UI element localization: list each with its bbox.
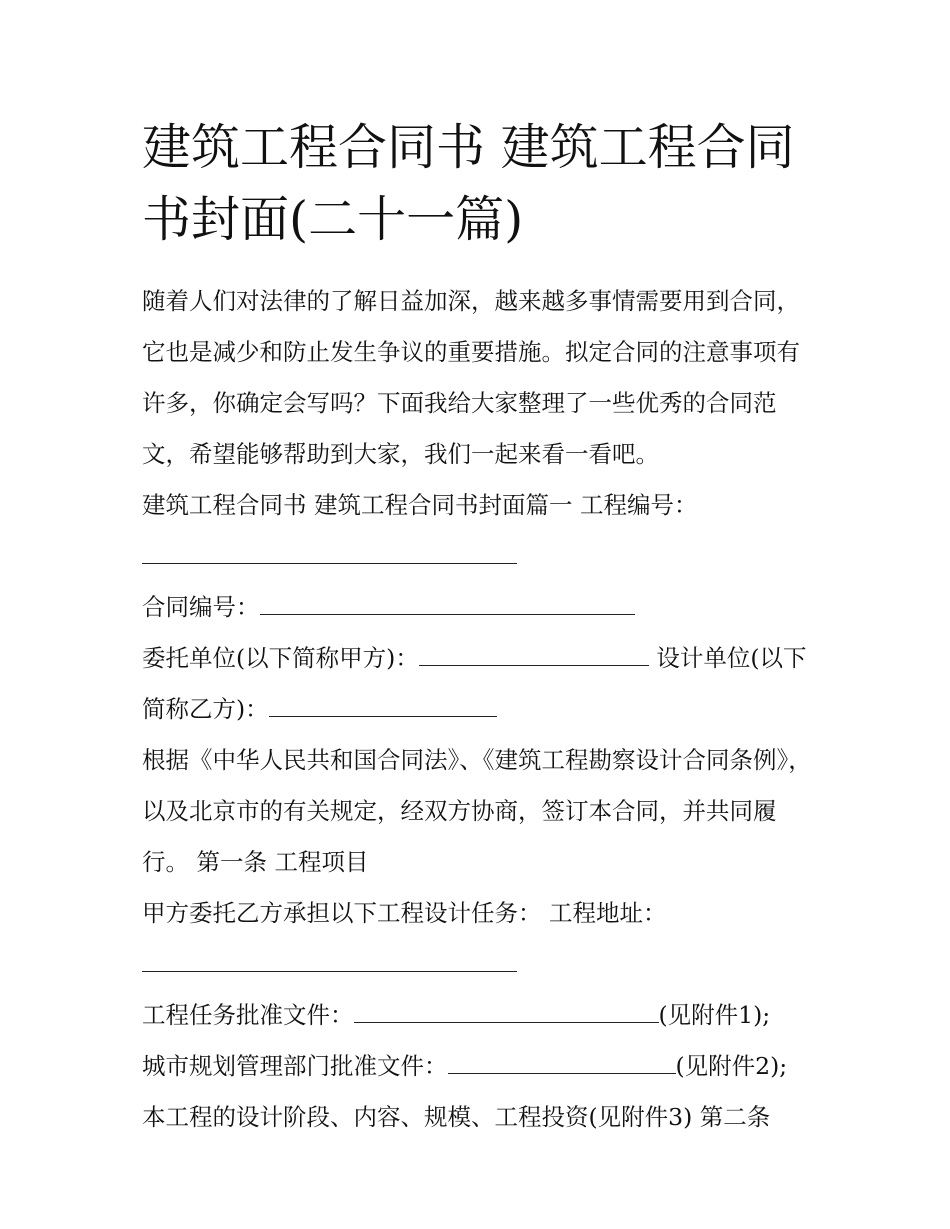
basis-paragraph: 根据《中华人民共和国合同法》、《建筑工程勘察设计合同条例》，以及北京市的有关规定，经双方协商，签订本合同，并共同履行。 第一条 工程项目 bbox=[142, 746, 812, 876]
design-stage-paragraph: 本工程的设计阶段、内容、规模、工程投资(见附件3) 第二条 bbox=[142, 1103, 771, 1131]
contract-no-blank bbox=[260, 584, 635, 615]
contract-no-label: 合同编号： bbox=[142, 593, 260, 621]
document-title: 建筑工程合同书 建筑工程合同书封面(二十一篇) bbox=[142, 119, 795, 248]
section-heading-text: 建筑工程合同书 建筑工程合同书封面篇一 工程编号： bbox=[142, 491, 698, 519]
planning-line bbox=[142, 1041, 822, 1092]
designer-blank bbox=[269, 686, 497, 717]
annex1-text: (见附件1); bbox=[658, 1001, 771, 1029]
planning-blank bbox=[448, 1043, 676, 1074]
contract-no-line bbox=[142, 582, 822, 633]
client-blank bbox=[419, 635, 649, 666]
approval-line bbox=[142, 990, 822, 1041]
intro-paragraph: 随着人们对法律的了解日益加深，越来越多事情需要用到合同，它也是减少和防止发生争议的重要措施。拟定合同的注意事项有许多，你确定会写吗？下面我给大家整理了一些优秀的合同范文，希望能够帮助到大家，我们一起来看一看吧。 bbox=[142, 287, 800, 468]
project-no-blank bbox=[142, 533, 517, 564]
client-label: 委托单位(以下简称甲方)： bbox=[142, 644, 419, 672]
designer-label: 设计单位(以下简称乙方)： bbox=[142, 644, 807, 723]
task-line bbox=[142, 888, 822, 990]
task-text: 甲方委托乙方承担以下工程设计任务： 工程地址： bbox=[142, 899, 667, 927]
annex2-text: (见附件2); bbox=[675, 1052, 788, 1080]
approval-label: 工程任务批准文件： bbox=[142, 1001, 354, 1029]
planning-label: 城市规划管理部门批准文件： bbox=[142, 1052, 448, 1080]
section-heading bbox=[142, 480, 822, 582]
address-blank bbox=[142, 941, 517, 972]
approval-blank bbox=[354, 992, 659, 1023]
parties-line bbox=[142, 633, 822, 735]
document-body bbox=[142, 276, 822, 1143]
